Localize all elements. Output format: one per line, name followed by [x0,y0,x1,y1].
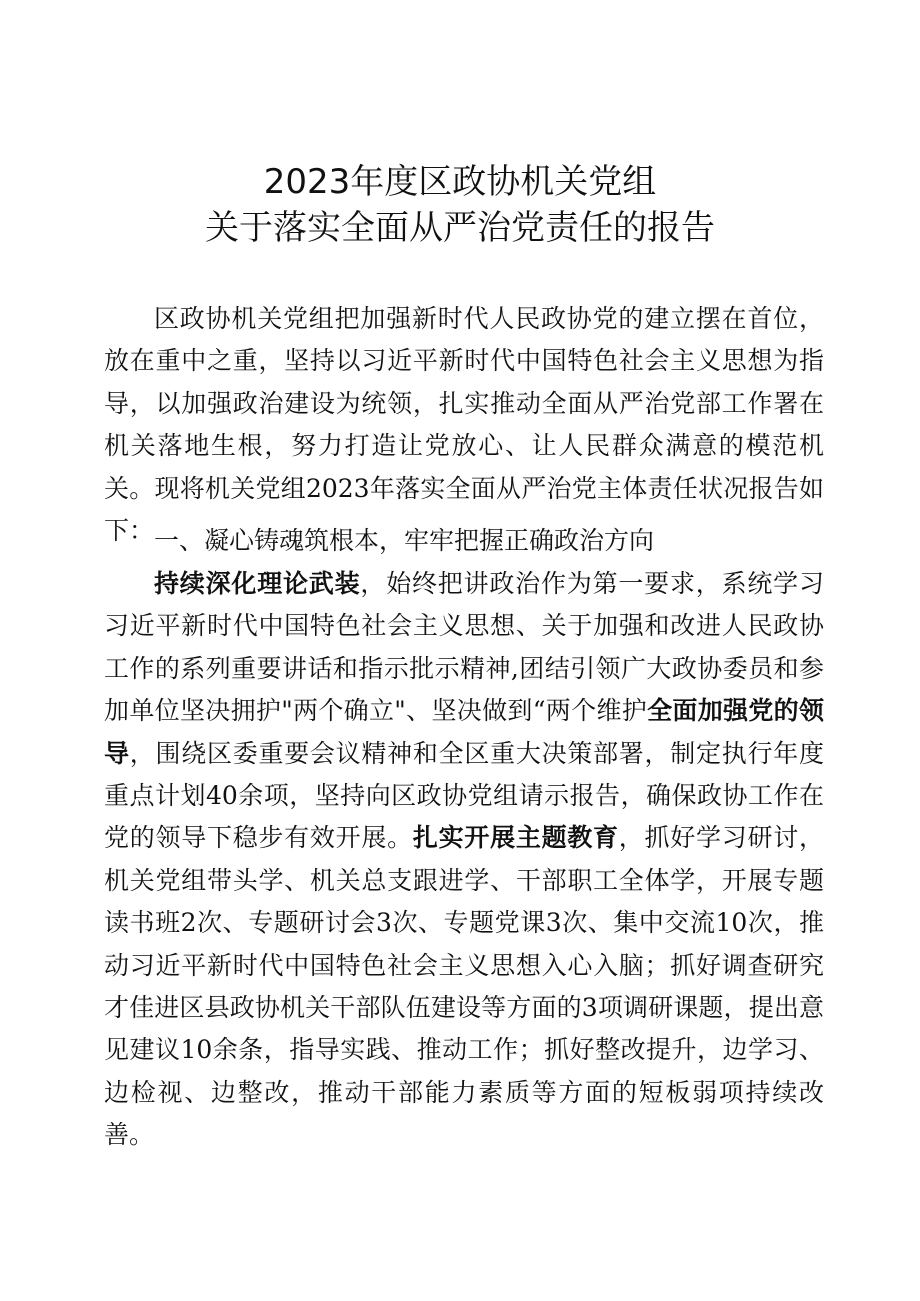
section-1-text-1: ，始终把讲政治作为第一要求，系统学习习近平新时代中国特色社会主义思想、关于加强和改进人民政协工作的系列重要讲话和指示批示精神,团结引领广大政协委员和参加单位坚决拥护"两个确立"、坚决做到“两个维护 [104,569,824,726]
section-1-text-3: ，抓好学习研讨，机关党组带头学、机关总支跟进学、干部职工全体学，开展专题读书班2次、专题研讨会3次、专题党课3次、集中交流10次，推动习近平新时代中国特色社会主义思想入心入脑；抓好调查研究才佳进区县政协机关干部队伍建设等方面的3项调研课题，提出意见建议10余条，指导实践、推动工作；抓好整改提升，边学习、边检视、边整改，推动干部能力素质等方面的短板弱项持续改善。 [104,823,824,1150]
document-title-line-2: 关于落实全面从严治党责任的报告 [205,208,715,248]
bold-phrase-education: 扎实开展主题教育 [412,823,619,853]
section-1-paragraph [104,563,824,1157]
bold-phrase-leadership: 全面加强党的领导 [104,696,824,768]
section-1-heading: 一、凝心铸魂筑根本，牢牢把握正确政治方向 [154,526,655,555]
section-1-text-2: ，围绕区委重要会议精神和全区重大决策部署，制定执行年度重点计划40余项，坚持向区政协党组请示报告，确保政协工作在党的领导下稳步有效开展。 [104,738,824,853]
intro-paragraph: 区政协机关党组把加强新时代人民政协党的建立摆在首位，放在重中之重，坚持以习近平新时代中国特色社会主义思想为指导，以加强政治建设为统领，扎实推动全面从严治党部工作署在机关落地生根，努力打造让党放心、让人民群众满意的模范机关。现将机关党组2023年落实全面从严治党主体责任状况报告如下： [104,304,824,546]
document-title-line-1: 2023年度区政协机关党组 [263,162,657,202]
bold-phrase-theory: 持续深化理论武装 [154,569,361,598]
